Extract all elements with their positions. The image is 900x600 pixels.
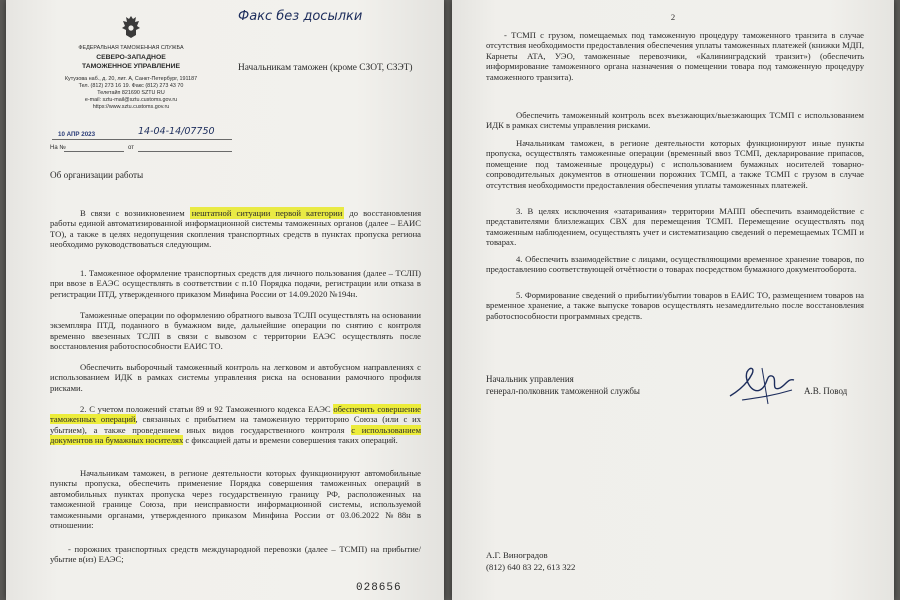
ref-from-label: от [128, 145, 134, 151]
paragraph-4: 4. Обеспечить взаимодействие с лицами, осуществляющими временное хранение товаров, по предоставлению соответствующей отчётности о товарах посредством бумажного документооборота. [486, 254, 864, 275]
sender-telegraph: Телетайп 821690 SZTU RU [97, 90, 165, 96]
document-page-1 [6, 0, 444, 600]
serial-number: 028656 [356, 582, 402, 594]
date-number-line [52, 139, 232, 140]
sender-service: ФЕДЕРАЛЬНАЯ ТАМОЖЕННАЯ СЛУЖБА [78, 45, 184, 51]
signatory-name: А.В. Повод [804, 386, 848, 396]
sender-address: Кутузова наб., д. 20, лит. А, Санкт-Петербург, 191187 [64, 76, 198, 82]
addressee: Начальникам таможен (кроме СЗОТ, СЗЭТ) [238, 63, 413, 73]
paragraph-idk-control: Обеспечить таможенный контроль всех въезжающих/выезжающих ТСМП с использованием ИДК в рамках системы управления рисками. [486, 110, 864, 131]
subject: Об организации работы [50, 170, 144, 180]
coat-of-arms-emblem [120, 14, 142, 40]
ref-from-line [138, 151, 232, 152]
document-page-2 [452, 0, 894, 600]
paragraph-other-checkpoints: Начальникам таможен, в регионе деятельности которых функционируют иные пункты пропуска, осуществлять таможенные операции (временный ввоз ТСМП, декларирование припасов, помещение под таможенные процедуры) с использованием бумажных носителей товарно-сопроводительных документов в отношении порожних ТСМП, а также ТСМП с грузом в случае отсутствия необходимости предоставления обеспечения уплаты таможенных платежей. [486, 138, 864, 190]
paragraph-1-return: Таможенные операции по оформлению обратного вывоза ТСЛП осуществлять на основании экземпляра ПТД, поданного в бумажном виде, дальнейшие операции по снятию с контроля временно ввезенных ТСЛП в связи с вывозом с территории ЕАЭС осуществлять после восстановления работоспособности ЕАИС ТО. [50, 310, 421, 352]
paragraph-transit: - ТСМП с грузом, помещаемых под таможенную процедуру таможенного транзита в случае отсутствия необходимости предоставления обеспечения уплаты таможенных платежей (книжки МДП, Карнеты АТА, УЭО, таможенные перевозчики, «Калининградский транзит») (обеспечить информирование таможенного органа назначения о помещении товара под таможенную процедуру таможенного транзита). [486, 30, 864, 82]
signatory-title-line2: генерал-полковник таможенной службы [486, 386, 640, 396]
ref-no-line [64, 151, 124, 152]
paragraph-1-control: Обеспечить выборочный таможенный контроль на легковом и автобусном направлениях с использованием ИДК в рамках системы управления риска на основании рамочного профиля рисками. [50, 362, 421, 393]
page-number: 2 [670, 12, 676, 22]
paragraph-2-checkpoints: Начальникам таможен, в регионе деятельности которых функционируют автомобильные пункты пропуска, обеспечить применение Порядка совершения таможенных операций в автомобильных пунктах пропуска через государственную границу РФ, расположенных на таможенной границе Союза, при неисправности информационной системы, используемой таможенными органами, утвержденного приказом Минфина России от 03.06.2022 №88н в отношении: [50, 468, 421, 531]
sender-name-line1: СЕВЕРО-ЗАПАДНОЕ [96, 54, 166, 61]
sender-name-line2: ТАМОЖЕННОЕ УПРАВЛЕНИЕ [81, 63, 181, 70]
ref-no-label: На № [50, 145, 66, 151]
signatory-title-line1: Начальник управления [486, 374, 574, 384]
signature [722, 360, 802, 410]
paragraph-3: 3. В целях исключения «затаривания» территории МАПП обеспечить взаимодействие с представителями близлежащих СВХ для перемещения ТСМП. Перемещение осуществлять под таможенным наблюдением, осуществлять учет и систематизацию сведений о перемещаемых ТСМП и товарах. [486, 206, 864, 248]
paragraph-1: 1. Таможенное оформление транспортных средств для личного пользования (далее – ТСЛП) при ввозе в ЕАЭС осуществлять в соответствии с п.10 Порядка подачи, регистрации или отказа в регистрации ПТД, утвержденного приказом Минфина России от 14.09.2020 №194н. [50, 268, 421, 299]
handwritten-note: Факс без досылки [238, 9, 363, 24]
date-stamp: 10 АПР 2023 [58, 131, 96, 138]
highlight-paper-documents: с использованием документов на бумажных носителях [50, 424, 422, 446]
sender-email: e-mail: sztu-mail@sztu.customs.gov.ru [84, 97, 178, 103]
paragraph-intro: В связи с возникновением нештатной ситуации первой категории до восстановления работы единой автоматизированной информационной системы таможенных органов (далее – ЕАИС ТО), а также в целях недопущения скопления транспортных средств в пунктах пропуска региона необходимо руководствоваться следующим. [50, 208, 422, 250]
paragraph-2: 2. С учетом положений статьи 89 и 92 Таможенного кодекса ЕАЭС обеспечить совершение таможенных операций, связанных с прибытием на таможенную территорию Союза (или с их убытием), а также проведением иных видов государственного контроля с использованием документов на бумажных носителях с фиксацией даты и времени совершения таких операций. [50, 404, 422, 446]
paragraph-2-empty-vehicles: - порожних транспортных средств международной перевозки (далее – ТСМП) на прибытие/убытие в(из) ЕАЭС; [50, 544, 421, 565]
executor-phone: (812) 640 83 22, 613 322 [486, 562, 576, 572]
sender-phone: Тел. (812) 273 16 19. Факс (812) 273 43 70 [78, 83, 184, 89]
registration-number: 14-04-14/07750 [138, 126, 215, 137]
paragraph-5: 5. Формирование сведений о прибытии/убытии товаров в ЕАИС ТО, размещением товаров на временное хранение, а также выпуске товаров осуществлять незамедлительно после восстановления работоспособности программных средств. [486, 290, 864, 321]
executor-name: А.Г. Виноградов [486, 550, 548, 560]
sender-website: https://www.sztu.customs.gov.ru [92, 104, 170, 110]
highlight-emergency: нештатной ситуации первой категории [191, 208, 343, 218]
highlight-customs-operations: обеспечить совершение таможенных операций [50, 404, 421, 425]
